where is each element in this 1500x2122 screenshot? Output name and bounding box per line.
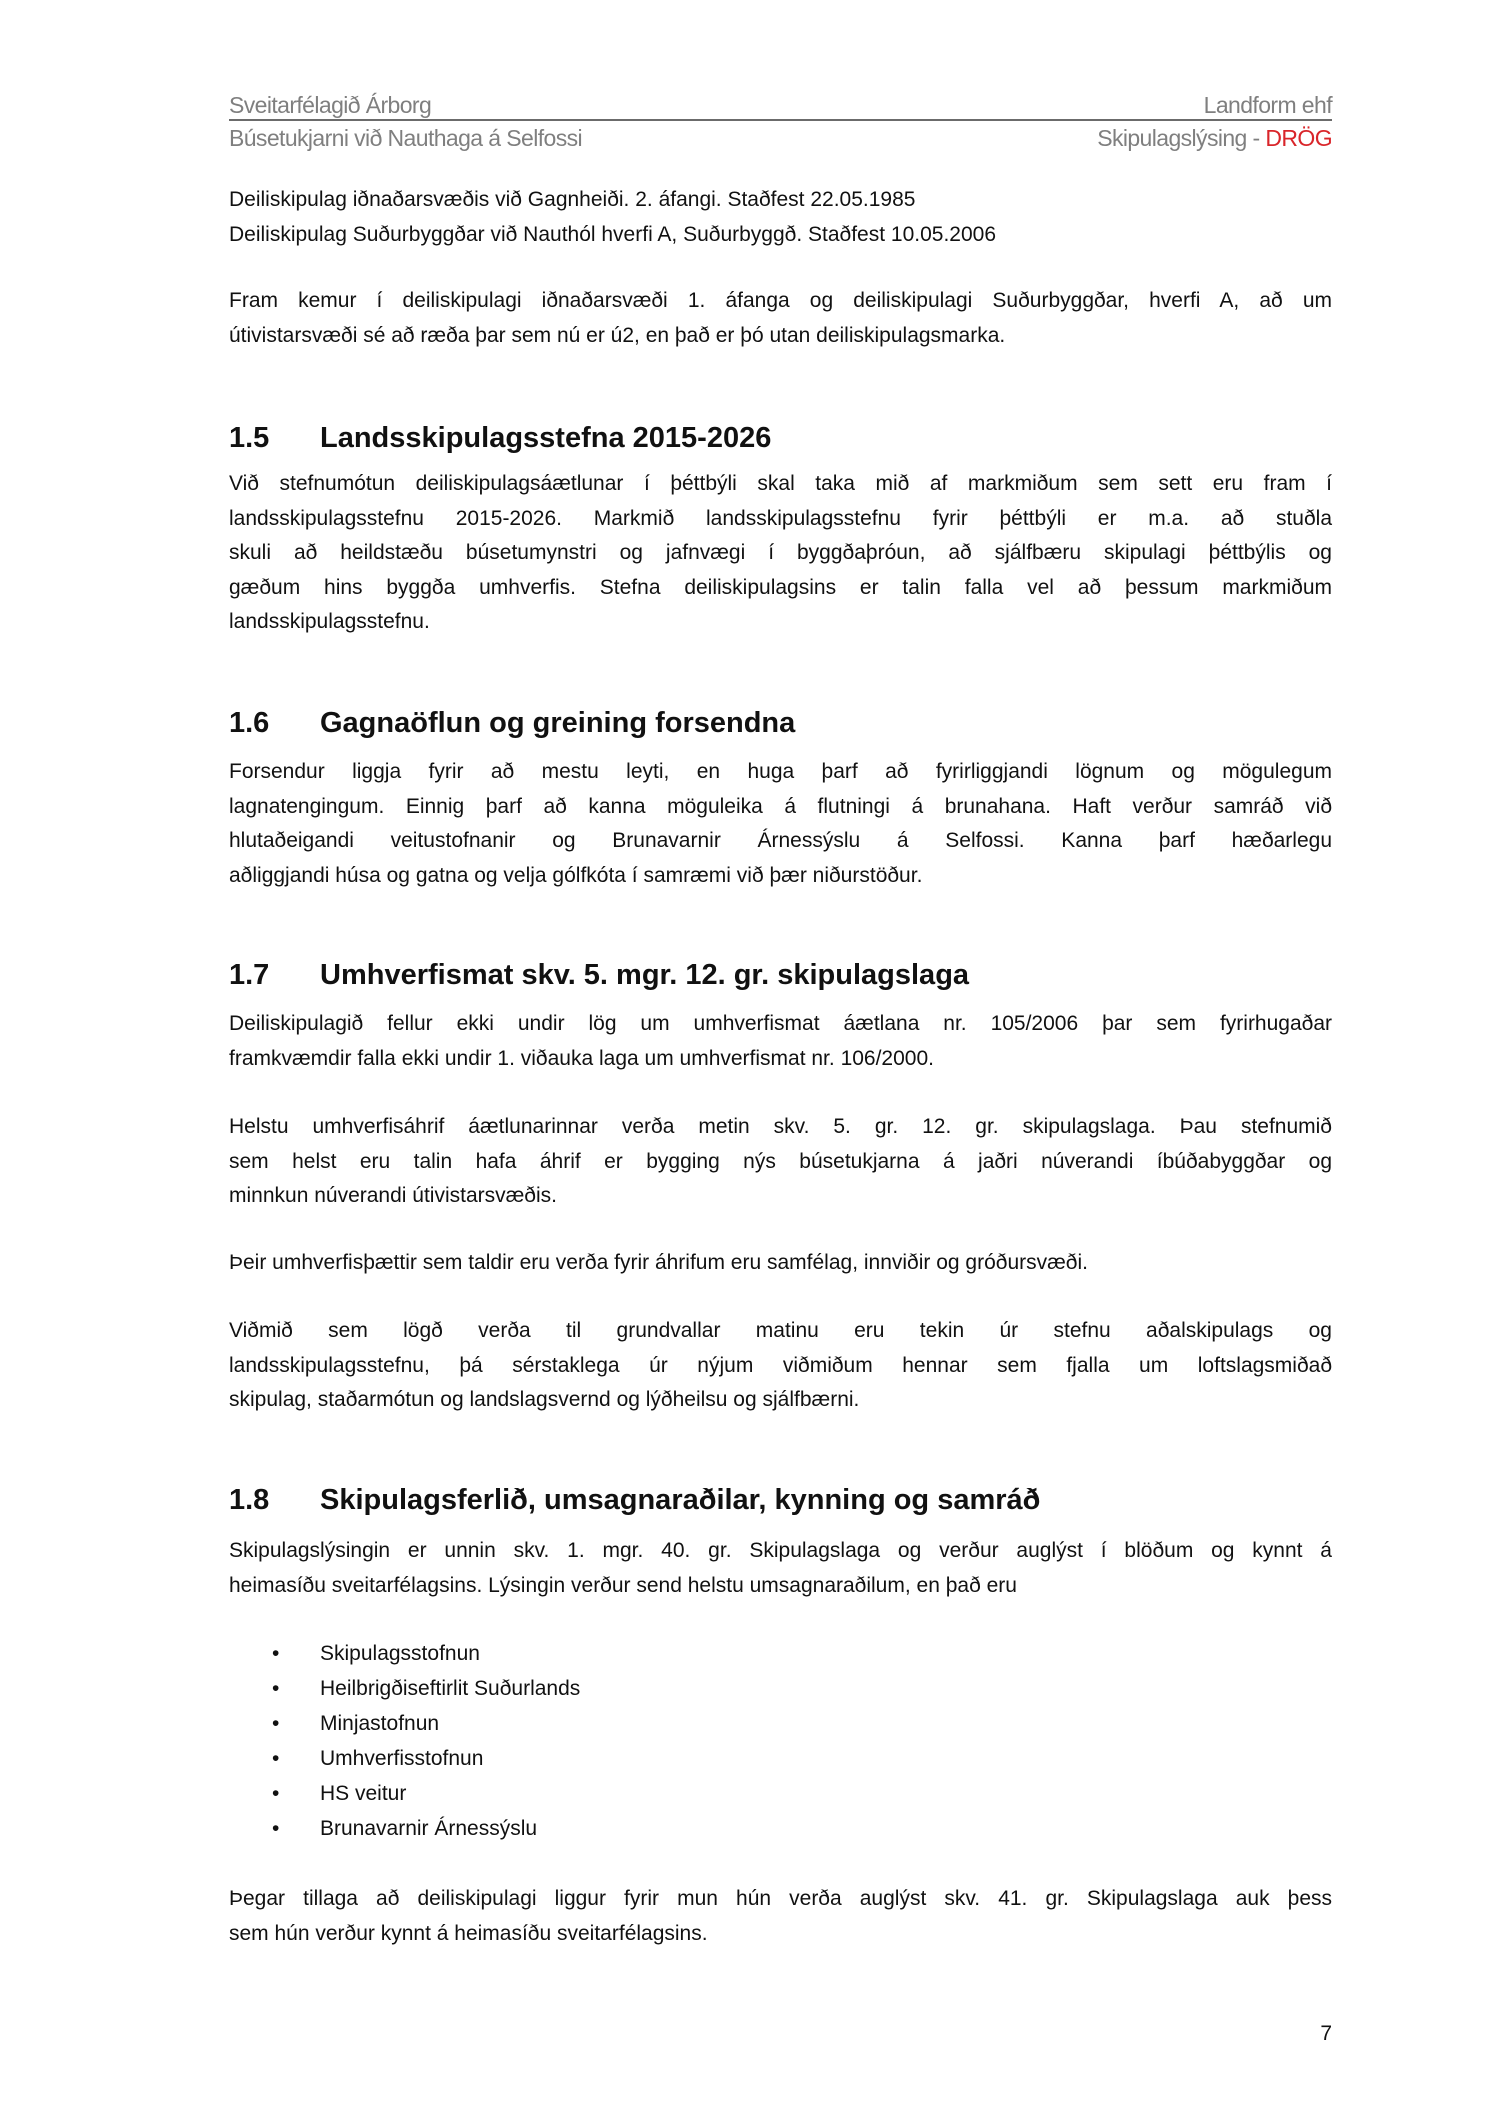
paragraph-line: minnkun núverandi útivistarsvæðis. bbox=[229, 1184, 557, 1207]
paragraph-line: Þeir umhverfisþættir sem taldir eru verða fyrir áhrifum eru samfélag, innviðir og gróðursvæði. bbox=[229, 1251, 1088, 1274]
paragraph-line: Við stefnumótun deiliskipulagsáætlunar í þéttbýli skal taka mið af markmiðum sem sett eru fram í bbox=[229, 472, 1332, 495]
paragraph-line: gæðum hins byggða umhverfis. Stefna deiliskipulagsins er talin falla vel að þessum markmiðum bbox=[229, 575, 1332, 599]
header-company: Landform ehf bbox=[1203, 92, 1332, 118]
paragraph-line: heimasíðu sveitarfélagsins. Lýsingin verður send helstu umsagnaraðilum, en það eru bbox=[229, 1573, 1017, 1597]
paragraph-line: Þegar tillaga að deiliskipulagi liggur fyrir mun hún verða auglýst skv. 41. gr. Skipulagslaga auk þess bbox=[229, 1887, 1332, 1910]
paragraph-line: landsskipulagsstefnu. bbox=[229, 610, 430, 633]
bullet-icon: • bbox=[272, 1782, 280, 1805]
paragraph-line: sem helst eru talin hafa áhrif er bygging nýs búsetukjarna á jaðri núverandi íbúðabyggðar og bbox=[229, 1149, 1332, 1173]
header-rule bbox=[229, 119, 1332, 121]
paragraph-line: skuli að heildstæðu búsetumynstri og jafnvægi í byggðaþróun, að sjálfbæru skipulagi þéttbýlis og bbox=[229, 541, 1332, 564]
paragraph-line: skipulag, staðarmótun og landslagsvernd og lýðheilsu og sjálfbærni. bbox=[229, 1388, 860, 1411]
header-project: Búsetukjarni við Nauthaga á Selfossi bbox=[229, 125, 583, 151]
paragraph-line: Forsendur liggja fyrir að mestu leyti, en huga þarf að fyrirliggjandi lögnum og mögulegum bbox=[229, 760, 1332, 783]
header-municipality: Sveitarfélagið Árborg bbox=[229, 92, 432, 118]
section-title: Skipulagsferlið, umsagnaraðilar, kynning og samráð bbox=[320, 1484, 1041, 1516]
bullet-icon: • bbox=[272, 1642, 280, 1665]
list-item bbox=[272, 1811, 580, 1846]
header-doctype-label: Skipulagslýsing - bbox=[1097, 125, 1266, 151]
paragraph-line: Fram kemur í deiliskipulagi iðnaðarsvæði 1. áfanga og deiliskipulagi Suðurbyggðar, hverfi A, að um bbox=[229, 289, 1332, 312]
paragraph-line: landsskipulagsstefnu, þá sérstaklega úr nýjum viðmiðum hennar sem fjalla um loftslagsmiðað bbox=[229, 1353, 1332, 1377]
paragraph-line: landsskipulagsstefnu 2015-2026. Markmið landsskipulagsstefnu fyrir þéttbýli er m.a. að stuðla bbox=[229, 506, 1332, 530]
list-item bbox=[272, 1671, 580, 1706]
header-doctype bbox=[1097, 125, 1332, 152]
section-heading-1-5 bbox=[229, 422, 771, 455]
section-number: 1.7 bbox=[229, 959, 270, 991]
paragraph-line: hlutaðeigandi veitustofnanir og Brunavarnir Árnessýslu á Selfossi. Kanna þarf hæðarlegu bbox=[229, 829, 1332, 852]
intro-paragraph bbox=[229, 284, 1332, 353]
section-1-7-paragraph-3 bbox=[229, 1246, 1332, 1281]
section-heading-1-8 bbox=[229, 1484, 1040, 1517]
list-item-text: HS veitur bbox=[320, 1782, 407, 1805]
section-title: Umhverfismat skv. 5. mgr. 12. gr. skipulagslaga bbox=[320, 959, 970, 991]
page-number: 7 bbox=[1320, 2022, 1332, 2045]
paragraph-line: útivistarsvæði sé að ræða þar sem nú er ú2, en það er þó utan deiliskipulagsmarka. bbox=[229, 323, 1006, 347]
paragraph-line: lagnatengingum. Einnig þarf að kanna möguleika á flutningi á brunahana. Haft verður samráð við bbox=[229, 794, 1332, 818]
list-item-text: Skipulagsstofnun bbox=[320, 1642, 480, 1665]
plan-references bbox=[229, 183, 1332, 252]
paragraph-line: framkvæmdir falla ekki undir 1. viðauka laga um umhverfismat nr. 106/2000. bbox=[229, 1046, 934, 1070]
section-1-8-paragraph-2 bbox=[229, 1882, 1332, 1951]
list-item-text: Umhverfisstofnun bbox=[320, 1747, 484, 1770]
paragraph-line: aðliggjandi húsa og gatna og velja gólfkóta í samræmi við þær niðurstöður. bbox=[229, 863, 923, 887]
section-title: Gagnaöflun og greining forsendna bbox=[320, 707, 796, 739]
section-1-7-paragraph-2 bbox=[229, 1110, 1332, 1214]
list-item-text: Minjastofnun bbox=[320, 1712, 440, 1735]
bullet-icon: • bbox=[272, 1817, 280, 1840]
bullet-icon: • bbox=[272, 1712, 280, 1735]
reference-line: Deiliskipulag Suðurbyggðar við Nauthól hverfi A, Suðurbyggð. Staðfest 10.05.2006 bbox=[229, 222, 996, 246]
section-heading-1-6 bbox=[229, 707, 795, 740]
paragraph-line: Skipulagslýsingin er unnin skv. 1. mgr. 40. gr. Skipulagslaga og verður auglýst í blöðum og kynnt á bbox=[229, 1539, 1332, 1562]
paragraph-line: Viðmið sem lögð verða til grundvallar matinu eru tekin úr stefnu aðalskipulags og bbox=[229, 1319, 1332, 1342]
section-number: 1.5 bbox=[229, 422, 270, 454]
list-item bbox=[272, 1741, 580, 1776]
list-item bbox=[272, 1636, 580, 1671]
list-item-text: Heilbrigðiseftirlit Suðurlands bbox=[320, 1677, 581, 1700]
list-item-text: Brunavarnir Árnessýslu bbox=[320, 1817, 538, 1840]
section-1-5-paragraph bbox=[229, 467, 1332, 640]
section-title: Landsskipulagsstefna 2015-2026 bbox=[320, 422, 772, 454]
section-1-7-paragraph-1 bbox=[229, 1007, 1332, 1076]
paragraph-line: Helstu umhverfisáhrif áætlunarinnar verða metin skv. 5. gr. 12. gr. skipulagslaga. Þau stefnumið bbox=[229, 1115, 1332, 1138]
section-number: 1.8 bbox=[229, 1484, 270, 1516]
draft-flag: DRÖG bbox=[1265, 125, 1332, 151]
list-item bbox=[272, 1706, 580, 1741]
section-number: 1.6 bbox=[229, 707, 270, 739]
section-heading-1-7 bbox=[229, 959, 969, 992]
page-header-bottom bbox=[229, 125, 1332, 152]
reference-line: Deiliskipulag iðnaðarsvæðis við Gagnheiði. 2. áfangi. Staðfest 22.05.1985 bbox=[229, 188, 916, 211]
page-header-top bbox=[229, 92, 1332, 119]
list-item bbox=[272, 1776, 580, 1811]
section-1-7-paragraph-4 bbox=[229, 1314, 1332, 1418]
paragraph-line: sem hún verður kynnt á heimasíðu sveitarfélagsins. bbox=[229, 1921, 708, 1945]
bullet-icon: • bbox=[272, 1747, 280, 1770]
section-1-8-paragraph-1 bbox=[229, 1534, 1332, 1603]
section-1-6-paragraph bbox=[229, 755, 1332, 893]
reviewer-list bbox=[272, 1636, 580, 1846]
paragraph-line: Deiliskipulagið fellur ekki undir lög um umhverfismat áætlana nr. 105/2006 þar sem fyrirhugaðar bbox=[229, 1012, 1332, 1035]
bullet-icon: • bbox=[272, 1677, 280, 1700]
